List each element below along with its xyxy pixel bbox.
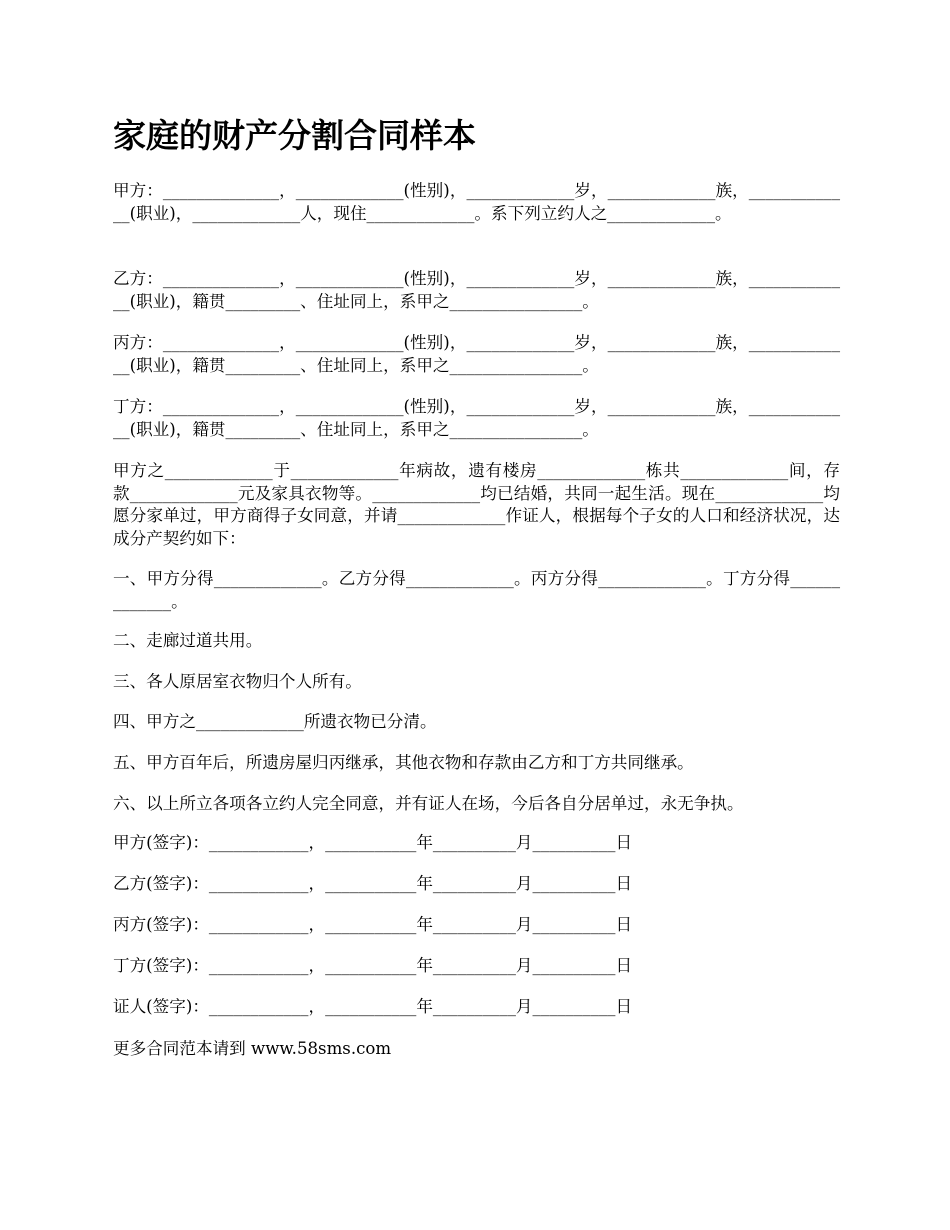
signature-line-bing: 丙方(签字)：____________，___________年__________月__________日 xyxy=(113,915,633,934)
clause-1: 一、甲方分得_____________。乙方分得_____________。丙方分得_____________。丁方分得_____________。 xyxy=(113,569,840,611)
footer-link-text: 更多合同范本请到 www.58sms.com xyxy=(113,1039,392,1058)
document-title: 家庭的财产分割合同样本 xyxy=(113,116,476,155)
party-jia-paragraph: 甲方：______________，_____________(性别)，_____________岁，_____________族，_____________(职业)，_____________人，现住_____________。系下列立约人之_____________。 xyxy=(113,181,840,223)
signature-line-jia: 甲方(签字)：____________，___________年__________月__________日 xyxy=(113,833,633,852)
clause-3: 三、各人原居室衣物归个人所有。 xyxy=(113,672,362,691)
party-bing-paragraph: 丙方：______________，_____________(性别)，_____________岁，_____________族，_____________(职业)，籍贯_________、住址同上，系甲之________________。 xyxy=(113,333,840,375)
party-ding-paragraph: 丁方：______________，_____________(性别)，_____________岁，_____________族，_____________(职业)，籍贯_________、住址同上，系甲之________________。 xyxy=(113,397,840,439)
signature-line-witness: 证人(签字)：____________，___________年__________月__________日 xyxy=(113,997,633,1016)
clause-6: 六、以上所立各项各立约人完全同意，并有证人在场，今后各自分居单过，永无争执。 xyxy=(113,794,744,813)
party-yi-paragraph: 乙方：______________，_____________(性别)，_____________岁，_____________族，_____________(职业)，籍贯_________、住址同上，系甲之________________。 xyxy=(113,269,840,311)
clause-5: 五、甲方百年后，所遗房屋归丙继承，其他衣物和存款由乙方和丁方共同继承。 xyxy=(113,753,694,772)
signature-line-ding: 丁方(签字)：____________，___________年__________月__________日 xyxy=(113,956,633,975)
clause-2: 二、走廊过道共用。 xyxy=(113,631,263,650)
clause-4: 四、甲方之_____________所遗衣物已分清。 xyxy=(113,712,437,731)
signature-line-yi: 乙方(签字)：____________，___________年__________月__________日 xyxy=(113,874,633,893)
preamble-paragraph: 甲方之_____________于_____________年病故，遗有楼房_____________栋共_____________间，存款_____________元及家具衣物等。_____________均已结婚，共同一起生活。现在_____________均愿分家单过，甲方商得子女同意，并请_____________作证人，根据每个子女的人口和经济状况，达成分产契约如下： xyxy=(113,461,840,548)
